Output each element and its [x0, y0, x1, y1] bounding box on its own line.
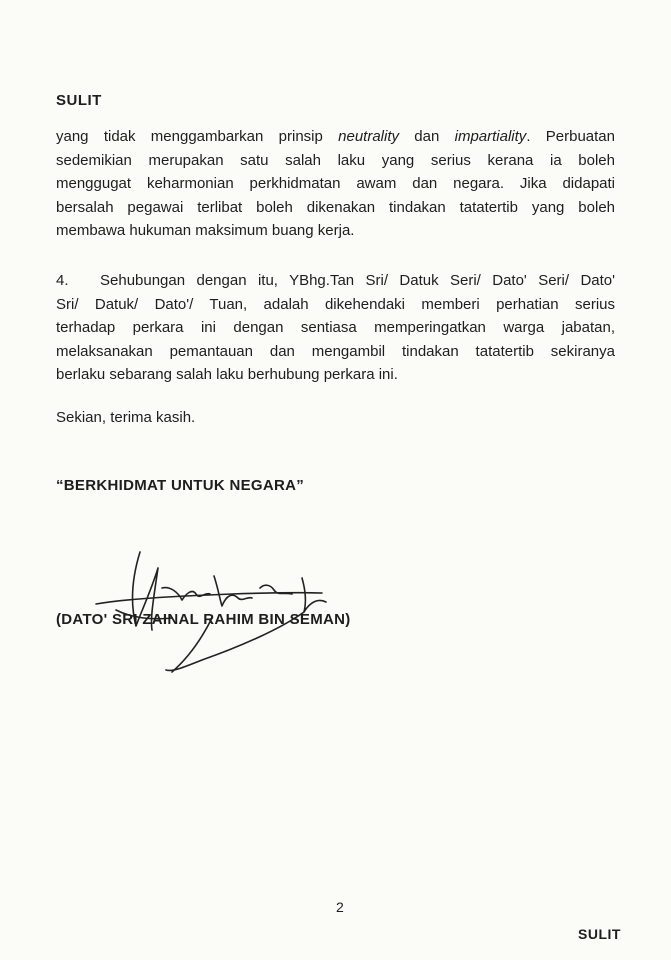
motto: “BERKHIDMAT UNTUK NEGARA”	[56, 477, 305, 494]
paragraph-number: 4.	[56, 272, 69, 289]
paragraph-line: berlaku sebarang salah laku berhubung perkara ini.	[56, 366, 398, 383]
paragraph-line: 4. Sehubungan dengan itu, YBhg.Tan Sri/ Datuk Seri/ Dato' Seri/ Dato'	[56, 269, 615, 293]
paragraph-continuation	[56, 125, 615, 243]
classification-header: SULIT	[56, 92, 102, 109]
paragraph-4	[56, 269, 615, 387]
term-impartiality: impartiality	[454, 128, 527, 145]
paragraph-line: melaksanakan pemantauan dan mengambil tindakan tatatertib sekiranya	[56, 342, 615, 360]
paragraph-line: yang tidak menggambarkan prinsip neutrality dan impartiality. Perbuatan	[56, 128, 615, 145]
paragraph-line: sedemikian merupakan satu salah laku yang serius kerana ia boleh	[56, 151, 615, 169]
page-number: 2	[336, 899, 344, 915]
signatory-name: (DATO' SRI ZAINAL RAHIM BIN SEMAN)	[56, 611, 351, 628]
paragraph-line: membawa hukuman maksimum buang kerja.	[56, 222, 355, 239]
term-neutrality: neutrality	[338, 128, 400, 145]
classification-footer: SULIT	[578, 926, 621, 942]
paragraph-line: Sri/ Datuk/ Dato'/ Tuan, adalah dikehendaki memberi perhatian serius	[56, 295, 615, 313]
paragraph-line: bersalah pegawai terlibat boleh dikenakan tindakan tatatertib yang boleh	[56, 198, 615, 216]
paragraph-line: terhadap perkara ini dengan sentiasa memperingatkan warga jabatan,	[56, 319, 615, 336]
paragraph-line: menggugat keharmonian perkhidmatan awam dan negara. Jika didapati	[56, 175, 615, 192]
closing-remark: Sekian, terima kasih.	[56, 409, 196, 426]
